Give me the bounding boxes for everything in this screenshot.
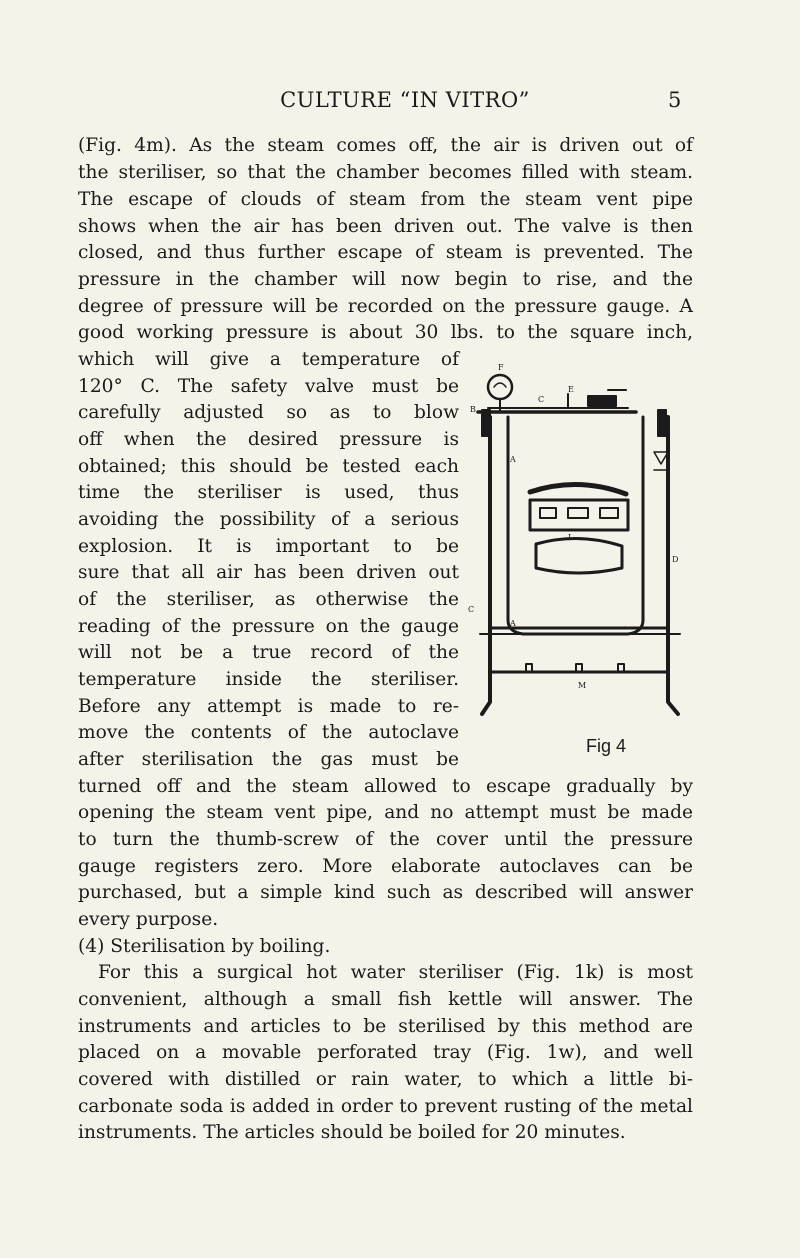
figure-label: M [578, 681, 587, 690]
text-line: the steriliser, so that the chamber becomes filled with steam. [78, 162, 693, 183]
text-line: carefully adjusted so as to blow [78, 402, 459, 423]
text-line: obtained; this should be tested each [78, 456, 459, 477]
text-line: explosion. It is important to be [78, 536, 459, 557]
figure-label: L [568, 533, 574, 542]
safety-valve-icon [588, 396, 616, 406]
figure-label: C [538, 395, 545, 404]
basket-lower [536, 538, 622, 573]
text-line: good working pressure is about 30 lbs. to the square inch, [78, 322, 693, 343]
leg-right [668, 672, 678, 714]
running-title: CULTURE “IN VITRO” [280, 88, 530, 112]
text-line: opening the steam vent pipe, and no attempt must be made [78, 802, 693, 823]
basket-lid [530, 484, 626, 494]
text-line: will not be a true record of the [78, 642, 459, 663]
text-line: move the contents of the autoclave [78, 722, 459, 743]
text-line: every purpose. [78, 909, 219, 930]
text-line: carbonate soda is added in order to prevent rusting of the metal [78, 1096, 693, 1117]
text-line: placed on a movable perforated tray (Fig. 1w), and well [78, 1042, 693, 1063]
text-line: pressure in the chamber will now begin to rise, and the [78, 269, 693, 290]
figure-label: B [470, 405, 476, 414]
inner-chamber [508, 417, 643, 634]
text-line: which will give a temperature of [78, 349, 459, 370]
text-line: purchased, but a simple kind such as described will answer [78, 882, 693, 903]
figure-caption: Fig 4 [586, 736, 627, 756]
text-line: off when the desired pressure is [78, 429, 459, 450]
text-line: turned off and the steam allowed to escape gradually by [78, 776, 693, 797]
figure-label: A [510, 455, 516, 464]
text-line: For this a surgical hot water steriliser (Fig. 1k) is most [98, 962, 693, 983]
text-line: avoiding the possibility of a serious [78, 509, 459, 530]
text-line: of the steriliser, as otherwise the [78, 589, 459, 610]
pressure-gauge-icon [488, 375, 512, 399]
text-line: degree of pressure will be recorded on the pressure gauge. A [78, 296, 693, 317]
basket-upper [530, 500, 628, 530]
text-line: instruments and articles to be sterilised by this method are [78, 1016, 693, 1037]
figure-label: F [498, 363, 504, 372]
figure-label: E [568, 385, 574, 394]
basket-hole-icon [540, 508, 556, 518]
text-line: gauge registers zero. More elaborate autoclaves can be [78, 856, 693, 877]
text-line: temperature inside the steriliser. [78, 669, 459, 690]
text-line: Before any attempt is made to re- [78, 696, 459, 717]
autoclave-figure [468, 363, 692, 772]
text-line: convenient, although a small fish kettle will answer. The [78, 989, 693, 1010]
running-header [0, 88, 800, 122]
text-line: The escape of clouds of steam from the steam vent pipe [78, 189, 693, 210]
thumb-screw-right-icon [658, 410, 666, 436]
text-line: instruments. The articles should be boiled for 20 minutes. [78, 1122, 626, 1143]
text-line: after sterilisation the gas must be [78, 749, 459, 770]
section-heading: (4) Sterilisation by boiling. [78, 936, 331, 957]
water-level-icon [654, 452, 668, 464]
text-line: shows when the air has been driven out. The valve is then [78, 216, 693, 237]
gauge-needle [494, 383, 506, 387]
text-line: sure that all air has been driven out [78, 562, 459, 583]
text-line: (Fig. 4m). As the steam comes off, the air is driven out of [78, 135, 693, 156]
figure-label: A [510, 619, 516, 628]
text-line: to turn the thumb-screw of the cover until the pressure [78, 829, 693, 850]
basket-hole-icon [600, 508, 618, 518]
text-line: reading of the pressure on the gauge [78, 616, 459, 637]
basket-hole-icon [568, 508, 588, 518]
text-line: closed, and thus further escape of steam is prevented. The [78, 242, 693, 263]
autoclave-diagram [468, 363, 692, 772]
leg-left [482, 672, 490, 714]
text-line: covered with distilled or rain water, to which a little bi- [78, 1069, 693, 1090]
page-number: 5 [668, 88, 682, 112]
text-line: time the steriliser is used, thus [78, 482, 459, 503]
figure-label: C [468, 605, 475, 614]
figure-label: D [672, 555, 679, 564]
text-line: 120° C. The safety valve must be [78, 376, 459, 397]
